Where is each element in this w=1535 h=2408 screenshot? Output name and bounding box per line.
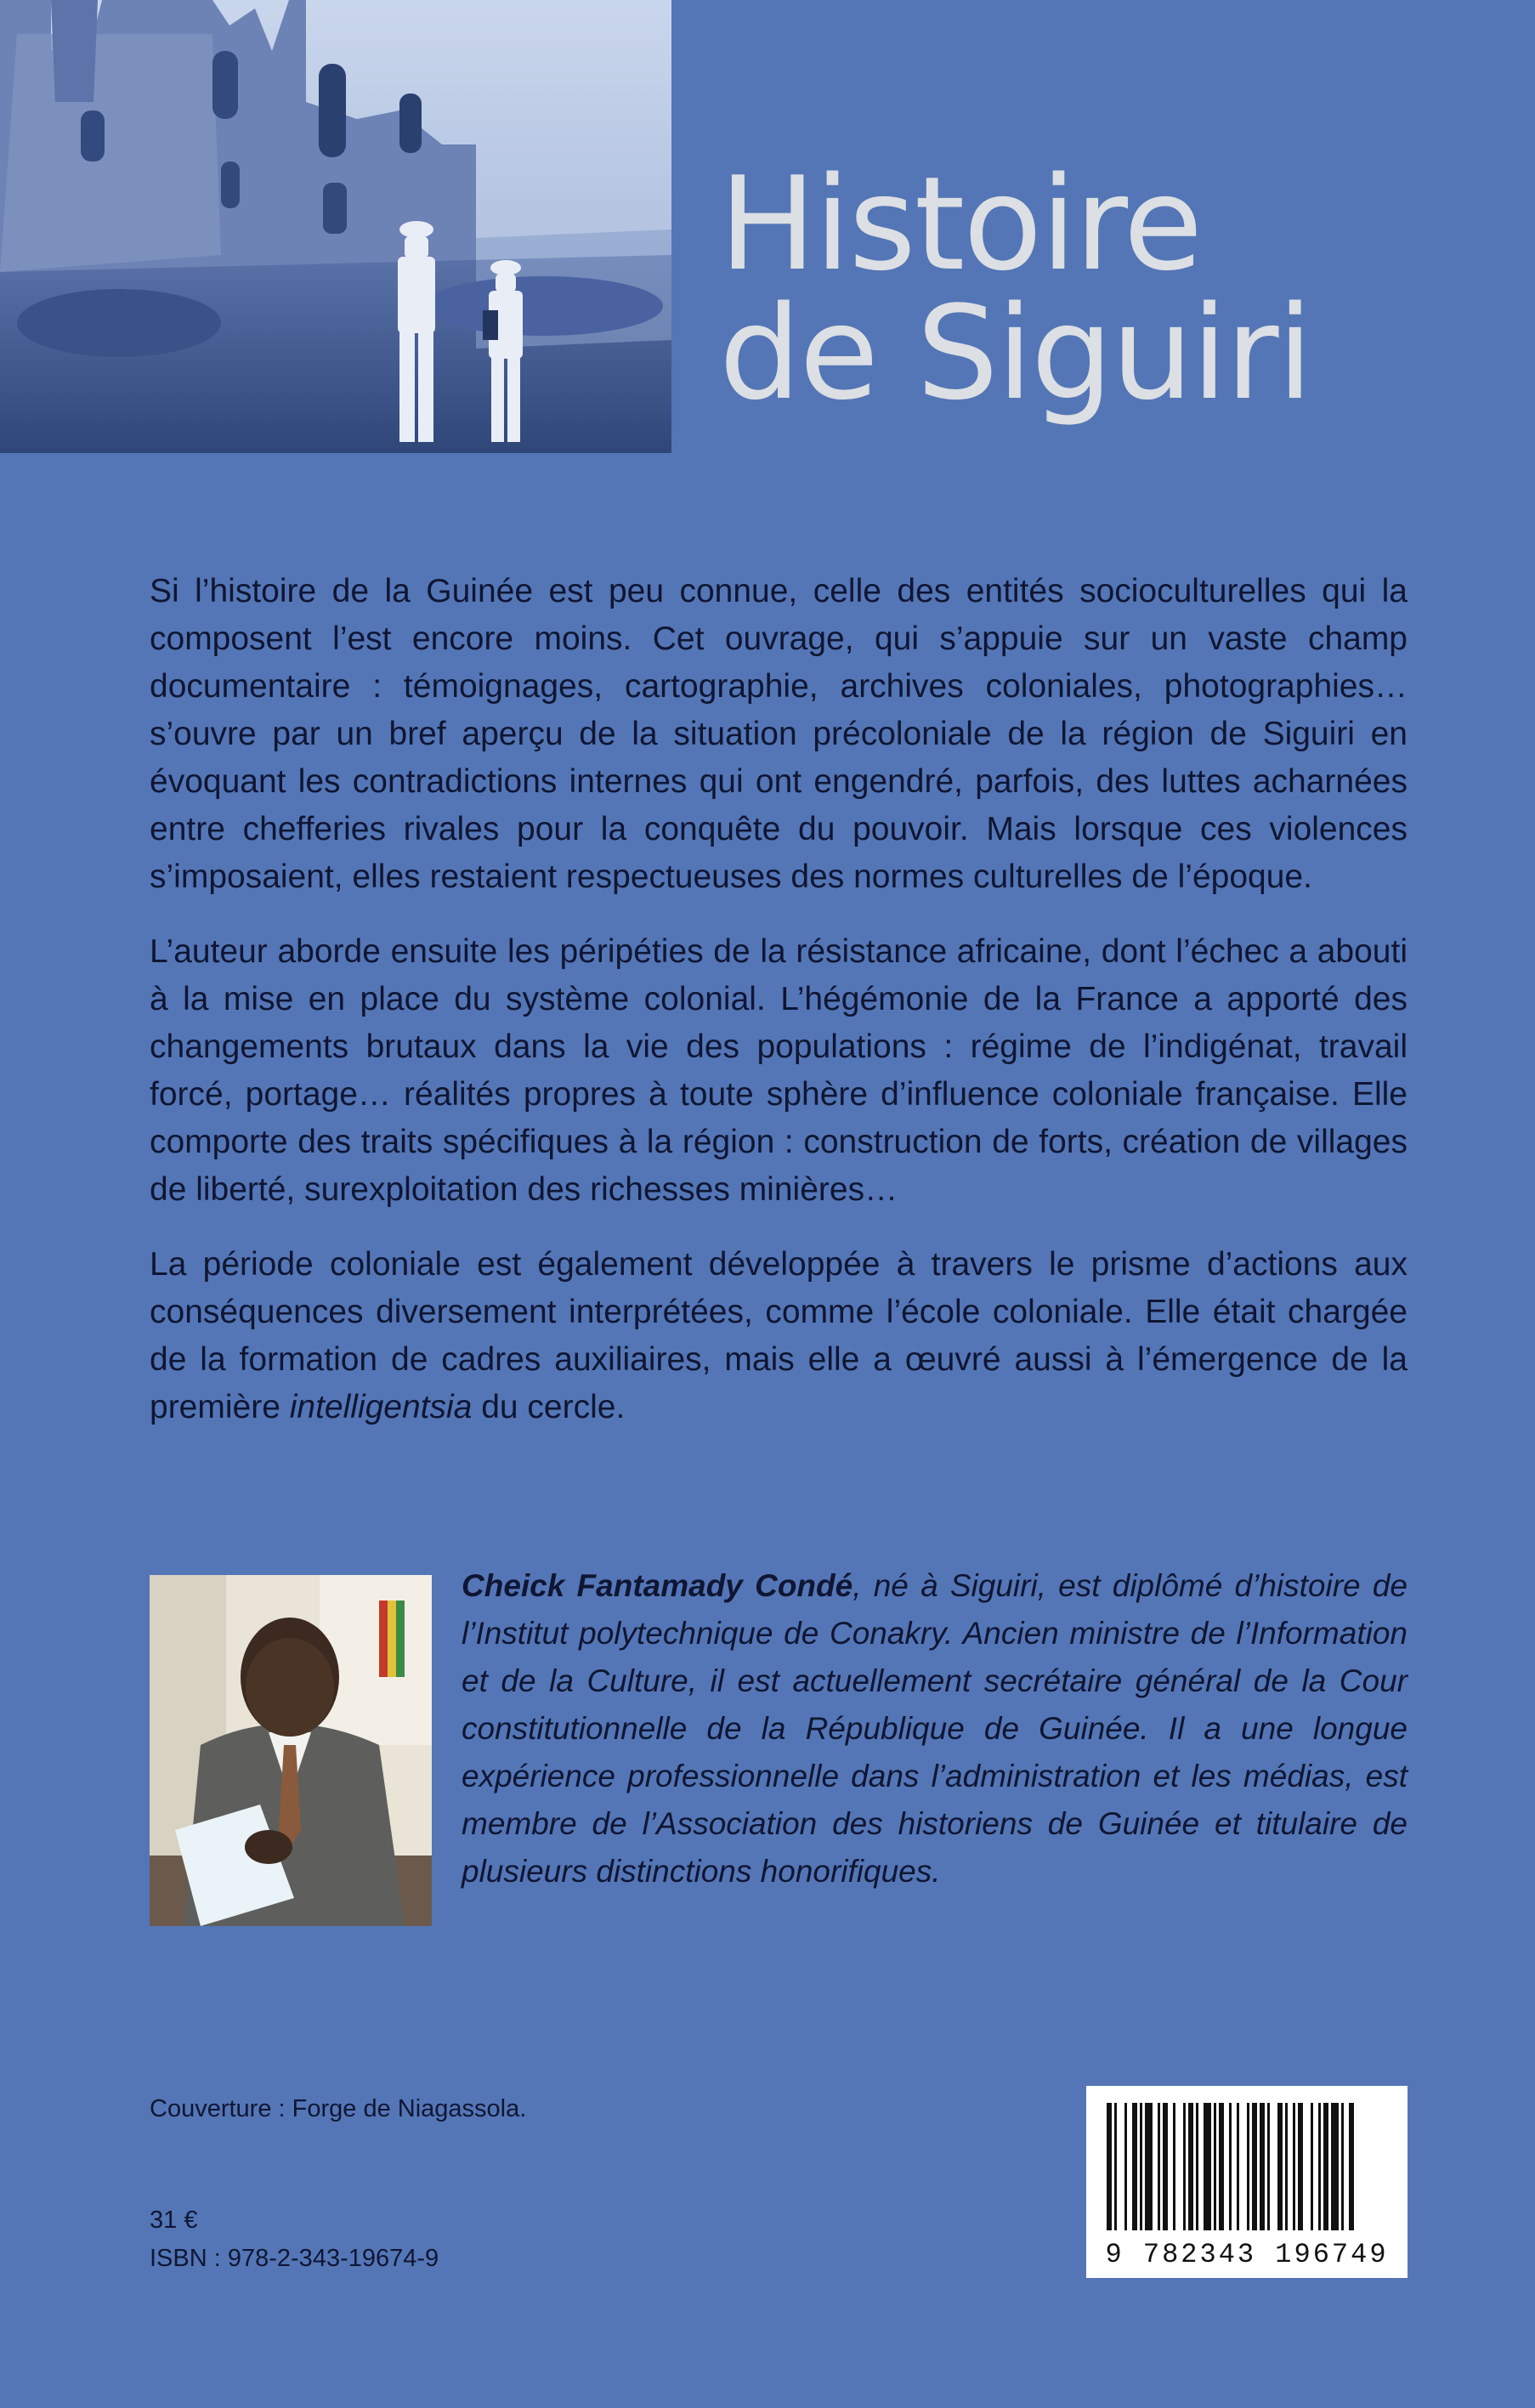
author-name: Cheick Fantamady Condé bbox=[462, 1568, 853, 1603]
author-bio bbox=[462, 1562, 1408, 1895]
barcode-bar bbox=[1298, 2103, 1303, 2230]
barcode-bar bbox=[1214, 2103, 1216, 2230]
isbn: ISBN : 978-2-343-19674-9 bbox=[150, 2245, 439, 2272]
barcode-bar bbox=[1311, 2103, 1313, 2230]
barcode-bar bbox=[1323, 2103, 1328, 2230]
barcode-bar bbox=[1132, 2103, 1137, 2230]
ruins-photo-icon bbox=[0, 0, 671, 453]
barcode-bar bbox=[1163, 2103, 1168, 2230]
barcode-bar bbox=[1140, 2103, 1142, 2230]
title-line-1: Histoire bbox=[719, 149, 1202, 299]
barcode-bar bbox=[1229, 2103, 1232, 2230]
barcode bbox=[1086, 2086, 1408, 2278]
barcode-bar bbox=[1145, 2103, 1153, 2230]
barcode-bar bbox=[1349, 2103, 1354, 2230]
cover-photo bbox=[0, 0, 671, 453]
barcode-bar bbox=[1124, 2103, 1127, 2230]
barcode-bar bbox=[1183, 2103, 1186, 2230]
barcode-bar bbox=[1277, 2103, 1283, 2230]
barcode-bar bbox=[1267, 2103, 1270, 2230]
author-portrait-icon bbox=[150, 1575, 432, 1926]
barcode-icon bbox=[1086, 2086, 1408, 2239]
summary-paragraph-3-end: du cercle. bbox=[472, 1389, 626, 1425]
barcode-bar bbox=[1260, 2103, 1265, 2230]
author-bio-text: , né à Siguiri, est diplômé d’histoire de l’Institut polytechnique de Conakry. Ancien ministre de l’Information et de la Culture, il est actuellement secrétaire général de la Cour constitutionnelle de la République de Guinée. Il a une longue expérience professionnelle dans l’administration et les médias, est membre de l’Association des historiens de Guinée et titulaire de plusieurs distinctions honorifiques. bbox=[462, 1568, 1408, 1889]
barcode-bar bbox=[1188, 2103, 1193, 2230]
barcode-bar bbox=[1252, 2103, 1257, 2230]
cover-credit: Couverture : Forge de Niagassola. bbox=[150, 2095, 527, 2122]
barcode-bar bbox=[1204, 2103, 1211, 2230]
book-title bbox=[719, 149, 1311, 428]
barcode-bar bbox=[1158, 2103, 1160, 2230]
title-line-2: de Siguiri bbox=[719, 278, 1311, 428]
barcode-bar bbox=[1219, 2103, 1224, 2230]
barcode-bar bbox=[1237, 2103, 1239, 2230]
price: 31 € bbox=[150, 2207, 198, 2234]
summary-paragraph-2: L’auteur aborde ensuite les péripéties de la résistance africaine, dont l’échec a abouti à la mise en place du système colonial. L’hégémonie de la France a apporté des changements brutaux dans la vie des populations : régime de l’indigénat, travail forcé, portage… réalités propres à toute sphère d’influence coloniale française. Elle comporte des traits spécifiques à la région : construction de forts, création de villages de liberté, surexploitation des richesses minières… bbox=[150, 933, 1408, 1208]
barcode-bar bbox=[1247, 2103, 1249, 2230]
barcode-bar bbox=[1173, 2103, 1175, 2230]
barcode-digits: 9 782343 196749 bbox=[1105, 2239, 1389, 2270]
summary-paragraph-1: Si l’histoire de la Guinée est peu connue, celle des entités socioculturelles qui la composent l’est encore moins. Cet ouvrage, qui s’appuie sur un vaste champ documentaire : témoignages, cartographie, archives coloniales, photographies… s’ouvre par un bref aperçu de la situation précoloniale de la région de Siguiri en évoquant les contradictions internes qui ont engendré, parfois, des luttes acharnées entre chefferies rivales pour la conquête du pouvoir. Mais lorsque ces violences s’imposaient, elles restaient respectueuses des normes culturelles de l’époque. bbox=[150, 573, 1408, 895]
summary-paragraph-3 bbox=[150, 1241, 1408, 1431]
barcode-bar bbox=[1318, 2103, 1321, 2230]
barcode-bar bbox=[1331, 2103, 1339, 2230]
barcode-bar bbox=[1293, 2103, 1295, 2230]
book-summary bbox=[150, 568, 1408, 1459]
summary-italic-term: intelligentsia bbox=[289, 1389, 473, 1425]
barcode-bar bbox=[1107, 2103, 1112, 2230]
summary-paragraph-3-start: La période coloniale est également développée à travers le prisme d’actions aux conséquences diversement interprétées, comme l’école coloniale. Elle était chargée de la formation de cadres auxiliaires, mais elle a œuvré aussi à l’émergence de la première bbox=[150, 1246, 1408, 1425]
barcode-bar bbox=[1285, 2103, 1288, 2230]
author-photo bbox=[150, 1575, 432, 1926]
barcode-bar bbox=[1114, 2103, 1117, 2230]
barcode-bar bbox=[1341, 2103, 1344, 2230]
barcode-bar bbox=[1196, 2103, 1198, 2230]
